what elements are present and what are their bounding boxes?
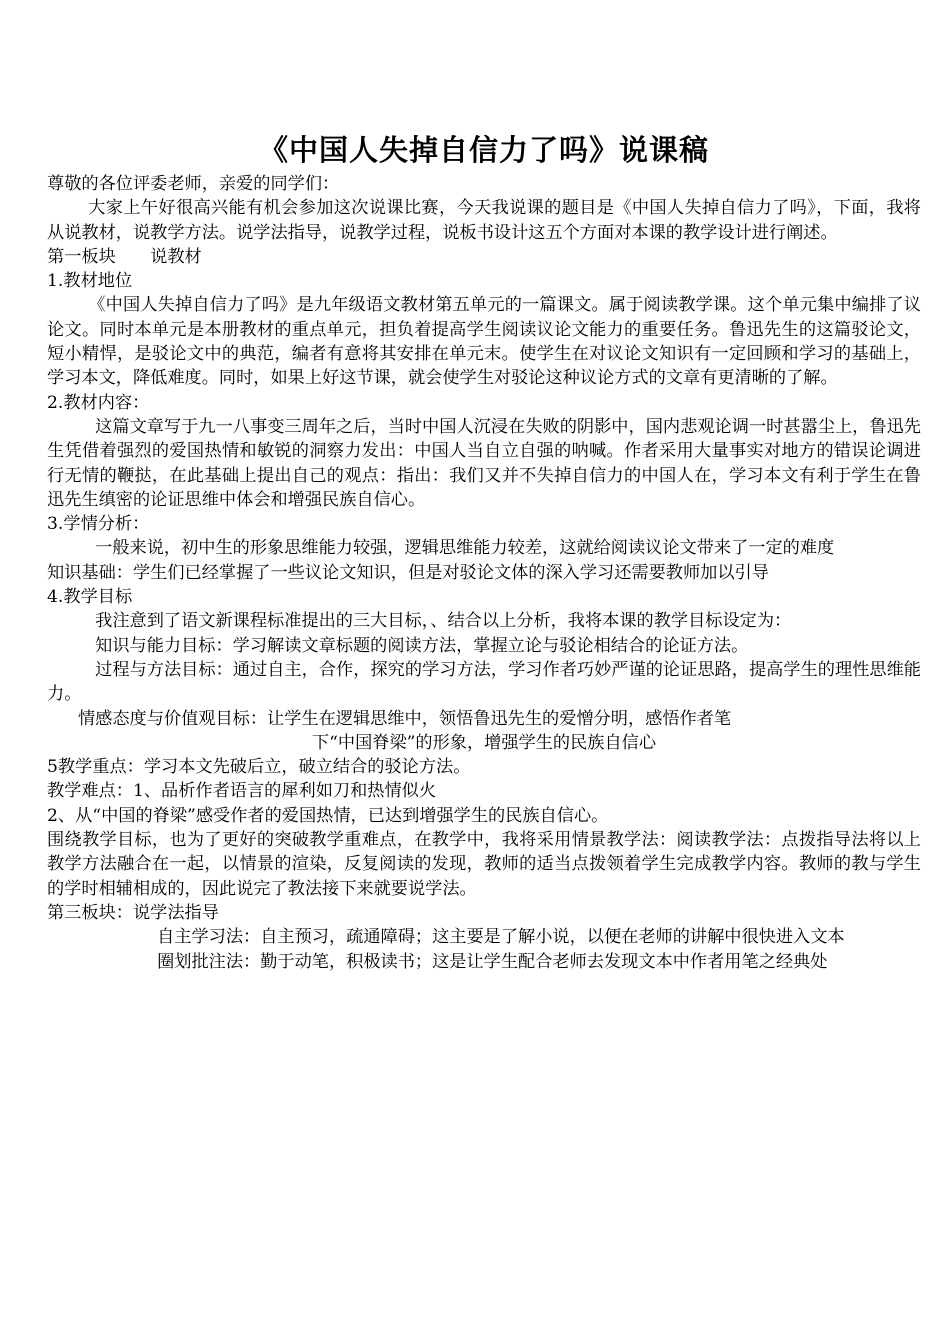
intro-paragraph: 大家上午好很高兴能有机会参加这次说课比赛，今天我说课的题目是《中国人失掉自信力了吗》，下面，我将从说教材，说教学方法。说学法指导，说教学过程，说板书设计这五个方面对本课的教学设计进行阐述。 (47, 198, 921, 243)
heading-teaching-goals: 4.教学目标 (47, 587, 133, 608)
document-title: 《中国人失掉自信力了吗》说课稿 (258, 133, 709, 167)
goal-emotion-line1: 情感态度与价值观目标：让学生在逻辑思维中，领悟鲁迅先生的爱憎分明，感悟作者笔 (77, 708, 732, 729)
goal-knowledge: 知识与能力目标：学习解读文章标题的阅读方法，掌握立论与驳论相结合的论证方法。 (95, 635, 749, 656)
paragraph-knowledge-base: 知识基础：学生们已经掌握了一些议论文知识，但是对驳论文体的深入学习还需要教师加以引导 (47, 562, 769, 583)
section-heading-3: 第三板块：说学法指导 (47, 902, 219, 923)
paragraph-textbook-position: 《中国人失掉自信力了吗》是九年级语文教材第五单元的一篇课文。属于阅读教学课。这个单元集中编排了议论文。同时本单元是本册教材的重点单元，担负着提高学生阅读议论文能力的重要任务。鲁迅先生的这篇驳论文，短小精悍，是驳论文中的典范，编者有意将其安排在单元末。使学生在对议论文知识有一定回顾和学习的基础上，学习本文，降低难度。同时，如果上好这节课，就会使学生对驳论这种议论方式的文章有更清晰的了解。 (47, 295, 921, 389)
heading-student-analysis: 3.学情分析： (47, 514, 150, 535)
document-body (47, 128, 921, 974)
paragraph-teaching-method: 围绕教学目标，也为了更好的突破教学重难点，在教学中，我将采用情景教学法：阅读教学法：点拨指导法将以上教学方法融合在一起，以情景的渲染，反复阅读的发现，教师的适当点拨领着学生完成教学内容。教师的教与学生的学时相辅相成的，因此说完了教法接下来就要说学法。 (47, 830, 921, 899)
method-self-study: 自主学习法：自主预习，疏通障碍；这主要是了解小说，以便在老师的讲解中很快进入文本 (157, 927, 845, 948)
paragraph-teaching-goals: 我注意到了语文新课程标准提出的三大目标，、结合以上分析，我将本课的教学目标设定为： (95, 611, 792, 632)
teaching-difficulty-1: 教学难点：1、品析作者语言的犀利如刀和热情似火 (47, 781, 437, 802)
paragraph-student-analysis: 一般来说，初中生的形象思维能力较强，逻辑思维能力较差，这就给阅读议论文带来了一定的难度 (95, 538, 835, 559)
teaching-focus: 5教学重点：学习本文先破后立，破立结合的驳论方法。 (47, 757, 471, 778)
goal-emotion-line2: 下“中国脊梁”的形象，增强学生的民族自信心 (311, 732, 657, 753)
goal-process: 过程与方法目标：通过自主，合作，探究的学习方法，学习作者巧妙严谨的论证思路，提高学生的理性思维能力。 (47, 659, 921, 705)
teaching-difficulty-2: 2、从“中国的脊梁”感受作者的爱国热情，已达到增强学生的民族自信心。 (47, 805, 609, 826)
paragraph-textbook-content: 这篇文章写于九一八事变三周年之后，当时中国人沉浸在失败的阴影中，国内悲观论调一时甚嚣尘上，鲁迅先生凭借着强烈的爱国热情和敏锐的洞察力发出：中国人当自立自强的呐喊。作者采用大量事实对地方的错误论调进行无情的鞭挞，在此基础上提出自己的观点：指出：我们又并不失掉自信力的中国人在，学习本文有利于学生在鲁迅先生缜密的论证思维中体会和增强民族自信心。 (47, 416, 921, 510)
heading-textbook-position: 1.教材地位 (47, 271, 133, 292)
heading-textbook-content: 2.教材内容： (47, 392, 150, 413)
greeting: 尊敬的各位评委老师，亲爱的同学们： (47, 174, 340, 194)
section-heading-1: 第一板块 说教材 (47, 246, 202, 267)
method-annotation: 圈划批注法：勤于动笔，积极读书；这是让学生配合老师去发现文本中作者用笔之经典处 (157, 951, 828, 972)
